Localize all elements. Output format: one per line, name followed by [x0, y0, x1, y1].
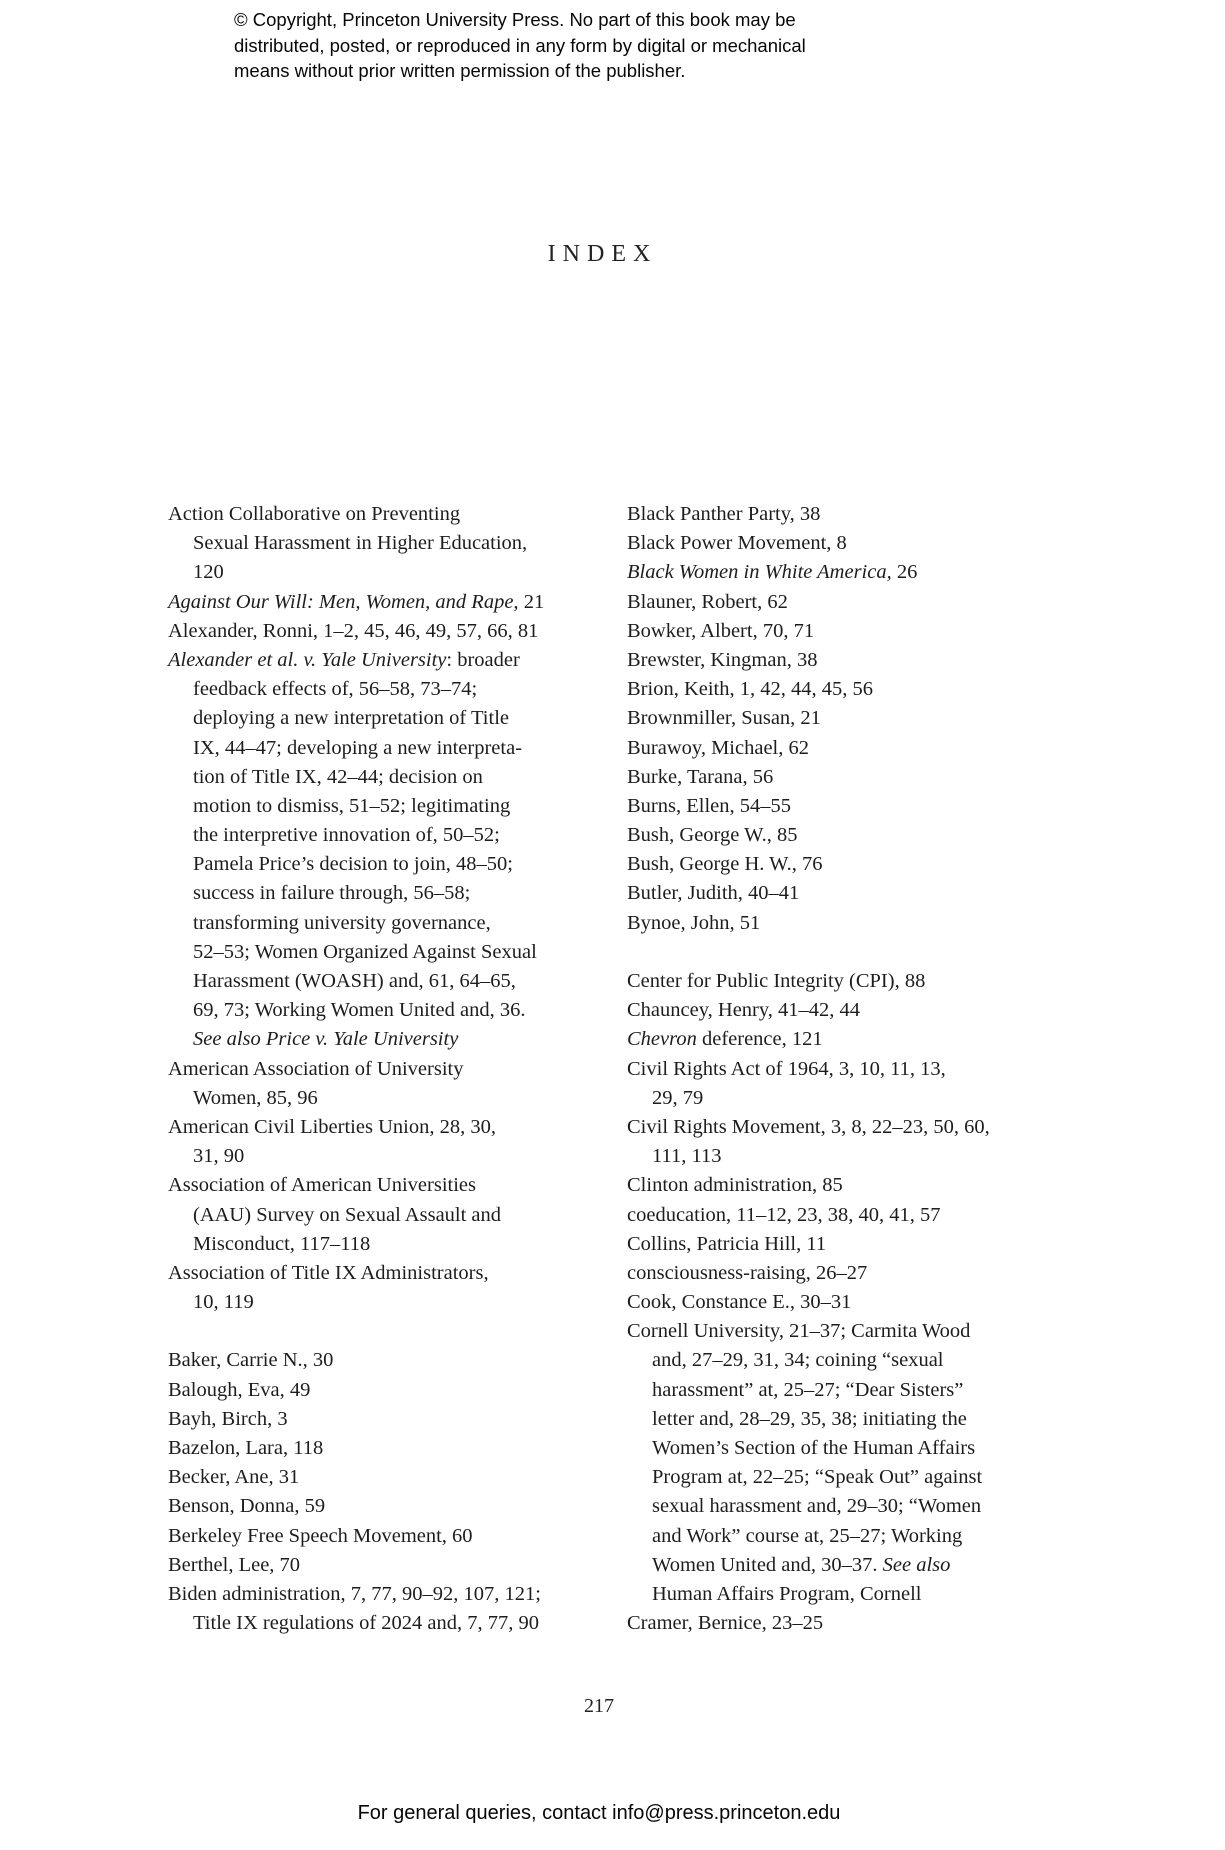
index-line: [168, 1492, 544, 1521]
index-line: [168, 909, 544, 938]
index-line: [168, 588, 544, 617]
index-line: [627, 529, 990, 558]
index-text-italic: Alexander et al. v. Yale University: [168, 648, 447, 671]
index-text: Harassment (WOASH) and, 61, 64–65,: [193, 970, 516, 992]
index-line: [627, 675, 990, 704]
index-line: [168, 821, 544, 850]
index-text: Bazelon, Lara, 118: [168, 1437, 324, 1459]
index-text: Women United and, 30–37.: [652, 1553, 883, 1576]
index-line: [627, 1171, 990, 1200]
index-text: Berkeley Free Speech Movement, 60: [168, 1524, 473, 1547]
index-line: [168, 1376, 544, 1405]
index-text: 31, 90: [193, 1145, 245, 1168]
index-line: [168, 938, 544, 967]
index-right-column: [627, 500, 990, 1638]
index-text: coeducation, 11–12, 23, 38, 40, 41, 57: [627, 1203, 941, 1226]
index-text: sexual harassment and, 29–30; “Women: [652, 1495, 982, 1518]
index-line: [627, 996, 990, 1025]
index-line: [168, 529, 544, 558]
index-text: consciousness-raising, 26–27: [627, 1261, 868, 1284]
index-line: [627, 1201, 990, 1230]
index-text: Bynoe, John, 51: [627, 911, 761, 934]
index-text: Burawoy, Michael, 62: [627, 736, 809, 759]
index-text: Baker, Carrie N., 30: [168, 1349, 334, 1372]
index-text: Women, 85, 96: [193, 1086, 318, 1109]
index-text: Berthel, Lee, 70: [168, 1553, 301, 1576]
index-line: [168, 1434, 544, 1463]
index-group-gap: [168, 1317, 544, 1346]
index-text: Clinton administration, 85: [627, 1174, 843, 1197]
index-text: 29, 79: [652, 1086, 704, 1109]
index-text: Burns, Ellen, 54–55: [627, 794, 791, 817]
index-text: American Civil Liberties Union, 28, 30,: [168, 1115, 496, 1138]
index-line: [627, 1405, 990, 1434]
index-text: Black Panther Party, 38: [627, 503, 821, 525]
index-text: motion to dismiss, 51–52; legitimating: [193, 794, 511, 817]
index-text: Collins, Patricia Hill, 11: [627, 1232, 827, 1255]
index-line: [627, 1346, 990, 1375]
index-line: [627, 704, 990, 733]
index-line: [168, 1201, 544, 1230]
index-text: Brion, Keith, 1, 42, 44, 45, 56: [627, 678, 873, 701]
index-line: [168, 1113, 544, 1142]
index-line: [627, 909, 990, 938]
index-line: [627, 1084, 990, 1113]
index-line: [168, 1609, 544, 1638]
index-line: [168, 1084, 544, 1113]
index-line: [168, 1580, 544, 1609]
index-text: Civil Rights Act of 1964, 3, 10, 11, 13,: [627, 1057, 946, 1080]
index-line: [627, 1317, 990, 1346]
index-text: harassment” at, 25–27; “Dear Sisters”: [652, 1378, 964, 1401]
index-text: Program at, 22–25; “Speak Out” against: [652, 1466, 983, 1489]
index-line: [627, 734, 990, 763]
index-line: [627, 617, 990, 646]
index-text: 52–53; Women Organized Against Sexual: [193, 940, 537, 963]
page-number: 217: [584, 1695, 614, 1717]
index-text: Women’s Section of the Human Affairs: [652, 1437, 976, 1459]
index-text: feedback effects of, 56–58, 73–74;: [193, 678, 478, 701]
index-line: [168, 996, 544, 1025]
index-text: Misconduct, 117–118: [193, 1232, 371, 1255]
index-line: [168, 763, 544, 792]
index-text: Chauncey, Henry, 41–42, 44: [627, 999, 861, 1022]
copyright-line: means without prior written permission of the publisher.: [234, 60, 686, 81]
index-line: [627, 850, 990, 879]
index-text: Brewster, Kingman, 38: [627, 648, 818, 671]
index-text: Sexual Harassment in Higher Education,: [193, 532, 528, 555]
index-line: [627, 1113, 990, 1142]
index-line: [168, 1551, 544, 1580]
index-text: tion of Title IX, 42–44; decision on: [193, 765, 483, 788]
index-text: 111, 113: [652, 1145, 722, 1168]
index-line: [168, 1171, 544, 1200]
index-line: [627, 1025, 990, 1054]
index-line: [627, 1492, 990, 1521]
index-group-gap: [627, 938, 990, 967]
index-text: Cook, Constance E., 30–31: [627, 1291, 852, 1314]
index-line: [168, 1522, 544, 1551]
index-line: [627, 1288, 990, 1317]
index-text: Association of American Universities: [168, 1174, 477, 1197]
index-line: [168, 792, 544, 821]
index-line: [627, 1551, 990, 1580]
index-text: Biden administration, 7, 77, 90–92, 107, 121;: [168, 1582, 541, 1605]
footer-contact: For general queries, contact info@press.princeton.edu: [357, 1802, 841, 1824]
index-text: Title IX regulations of 2024 and, 7, 77, 90: [193, 1612, 540, 1635]
index-text: the interpretive innovation of, 50–52;: [193, 824, 500, 847]
index-text: Black Power Movement, 8: [627, 532, 847, 555]
index-text: transforming university governance,: [193, 911, 491, 934]
index-text: Bowker, Albert, 70, 71: [627, 619, 815, 642]
copyright-notice: [234, 7, 806, 84]
index-text: (AAU) Survey on Sexual Assault and: [193, 1203, 502, 1226]
index-text: success in failure through, 56–58;: [193, 882, 471, 905]
index-line: [168, 617, 544, 646]
index-line: [627, 821, 990, 850]
index-line: [627, 967, 990, 996]
index-text: 10, 119: [193, 1291, 254, 1314]
index-line: [627, 500, 990, 529]
index-line: [168, 1288, 544, 1317]
index-line: [168, 1230, 544, 1259]
index-text: Civil Rights Movement, 3, 8, 22–23, 50, 60,: [627, 1115, 990, 1138]
index-text-italic: Against Our Will: Men, Women, and Rape,: [168, 590, 519, 613]
copyright-line: distributed, posted, or reproduced in any form by digital or mechanical: [234, 34, 806, 56]
index-line: [168, 675, 544, 704]
index-line: [627, 1580, 990, 1609]
index-line: [168, 879, 544, 908]
index-text: Balough, Eva, 49: [168, 1378, 311, 1401]
index-line: [168, 646, 544, 675]
index-line: [627, 588, 990, 617]
index-text: Center for Public Integrity (CPI), 88: [627, 970, 926, 992]
index-text: 69, 73; Working Women United and, 36.: [193, 999, 526, 1022]
index-text: deploying a new interpretation of Title: [193, 707, 509, 730]
index-text: Action Collaborative on Preventing: [168, 503, 461, 525]
index-text: Burke, Tarana, 56: [627, 765, 774, 788]
index-text: deference, 121: [696, 1028, 823, 1051]
index-line: [627, 1259, 990, 1288]
index-text-italic: Black Women in White America,: [627, 561, 892, 584]
index-line: [627, 1434, 990, 1463]
index-text: IX, 44–47; developing a new interpreta-: [193, 736, 523, 759]
page-title: INDEX: [547, 241, 658, 267]
index-text: Benson, Donna, 59: [168, 1495, 326, 1518]
index-text: and, 27–29, 31, 34; coining “sexual: [652, 1349, 944, 1372]
index-line: [627, 763, 990, 792]
index-text: Brownmiller, Susan, 21: [627, 707, 821, 730]
index-text: Butler, Judith, 40–41: [627, 882, 800, 905]
index-line: [627, 1463, 990, 1492]
index-line: [168, 850, 544, 879]
index-text: Bayh, Birch, 3: [168, 1407, 288, 1430]
index-line: [168, 558, 544, 587]
index-text: Cramer, Bernice, 23–25: [627, 1612, 824, 1635]
index-text: Bush, George W., 85: [627, 824, 798, 847]
index-line: [168, 1463, 544, 1492]
index-text: Blauner, Robert, 62: [627, 590, 788, 613]
index-text: 26: [891, 561, 918, 584]
index-line: [168, 734, 544, 763]
index-text-italic: See also Price v. Yale University: [193, 1028, 459, 1051]
index-text: Bush, George H. W., 76: [627, 853, 823, 876]
index-line: [168, 1025, 544, 1054]
index-line: [627, 1142, 990, 1171]
index-text: Association of Title IX Administrators,: [168, 1261, 489, 1284]
index-line: [168, 1142, 544, 1171]
index-line: [168, 967, 544, 996]
index-line: [168, 1259, 544, 1288]
index-text: Becker, Ane, 31: [168, 1466, 300, 1489]
index-text: Alexander, Ronni, 1–2, 45, 46, 49, 57, 66, 81: [168, 619, 539, 642]
index-text: 21: [518, 590, 545, 613]
index-text: American Association of University: [168, 1057, 464, 1080]
index-line: [168, 1405, 544, 1434]
index-line: [627, 1055, 990, 1084]
index-line: [627, 558, 990, 587]
index-line: [168, 1055, 544, 1084]
index-line: [168, 1346, 544, 1375]
index-left-column: [168, 500, 544, 1638]
index-line: [627, 1230, 990, 1259]
index-text: Cornell University, 21–37; Carmita Wood: [627, 1320, 971, 1343]
index-line: [627, 1376, 990, 1405]
index-text: 120: [193, 561, 224, 584]
index-line: [168, 704, 544, 733]
index-text: : broader: [446, 648, 520, 671]
index-line: [627, 879, 990, 908]
index-text-italic: See also: [882, 1553, 951, 1576]
index-text: letter and, 28–29, 35, 38; initiating the: [652, 1407, 967, 1430]
copyright-line: © Copyright, Princeton University Press. No part of this book may be: [234, 9, 796, 30]
index-text: Pamela Price’s decision to join, 48–50;: [193, 853, 513, 876]
index-line: [627, 792, 990, 821]
index-text-italic: Chevron: [627, 1028, 697, 1051]
index-line: [627, 1522, 990, 1551]
index-text: and Work” course at, 25–27; Working: [652, 1524, 963, 1547]
index-line: [627, 1609, 990, 1638]
index-line: [168, 500, 544, 529]
index-text: Human Affairs Program, Cornell: [652, 1582, 922, 1605]
index-line: [627, 646, 990, 675]
